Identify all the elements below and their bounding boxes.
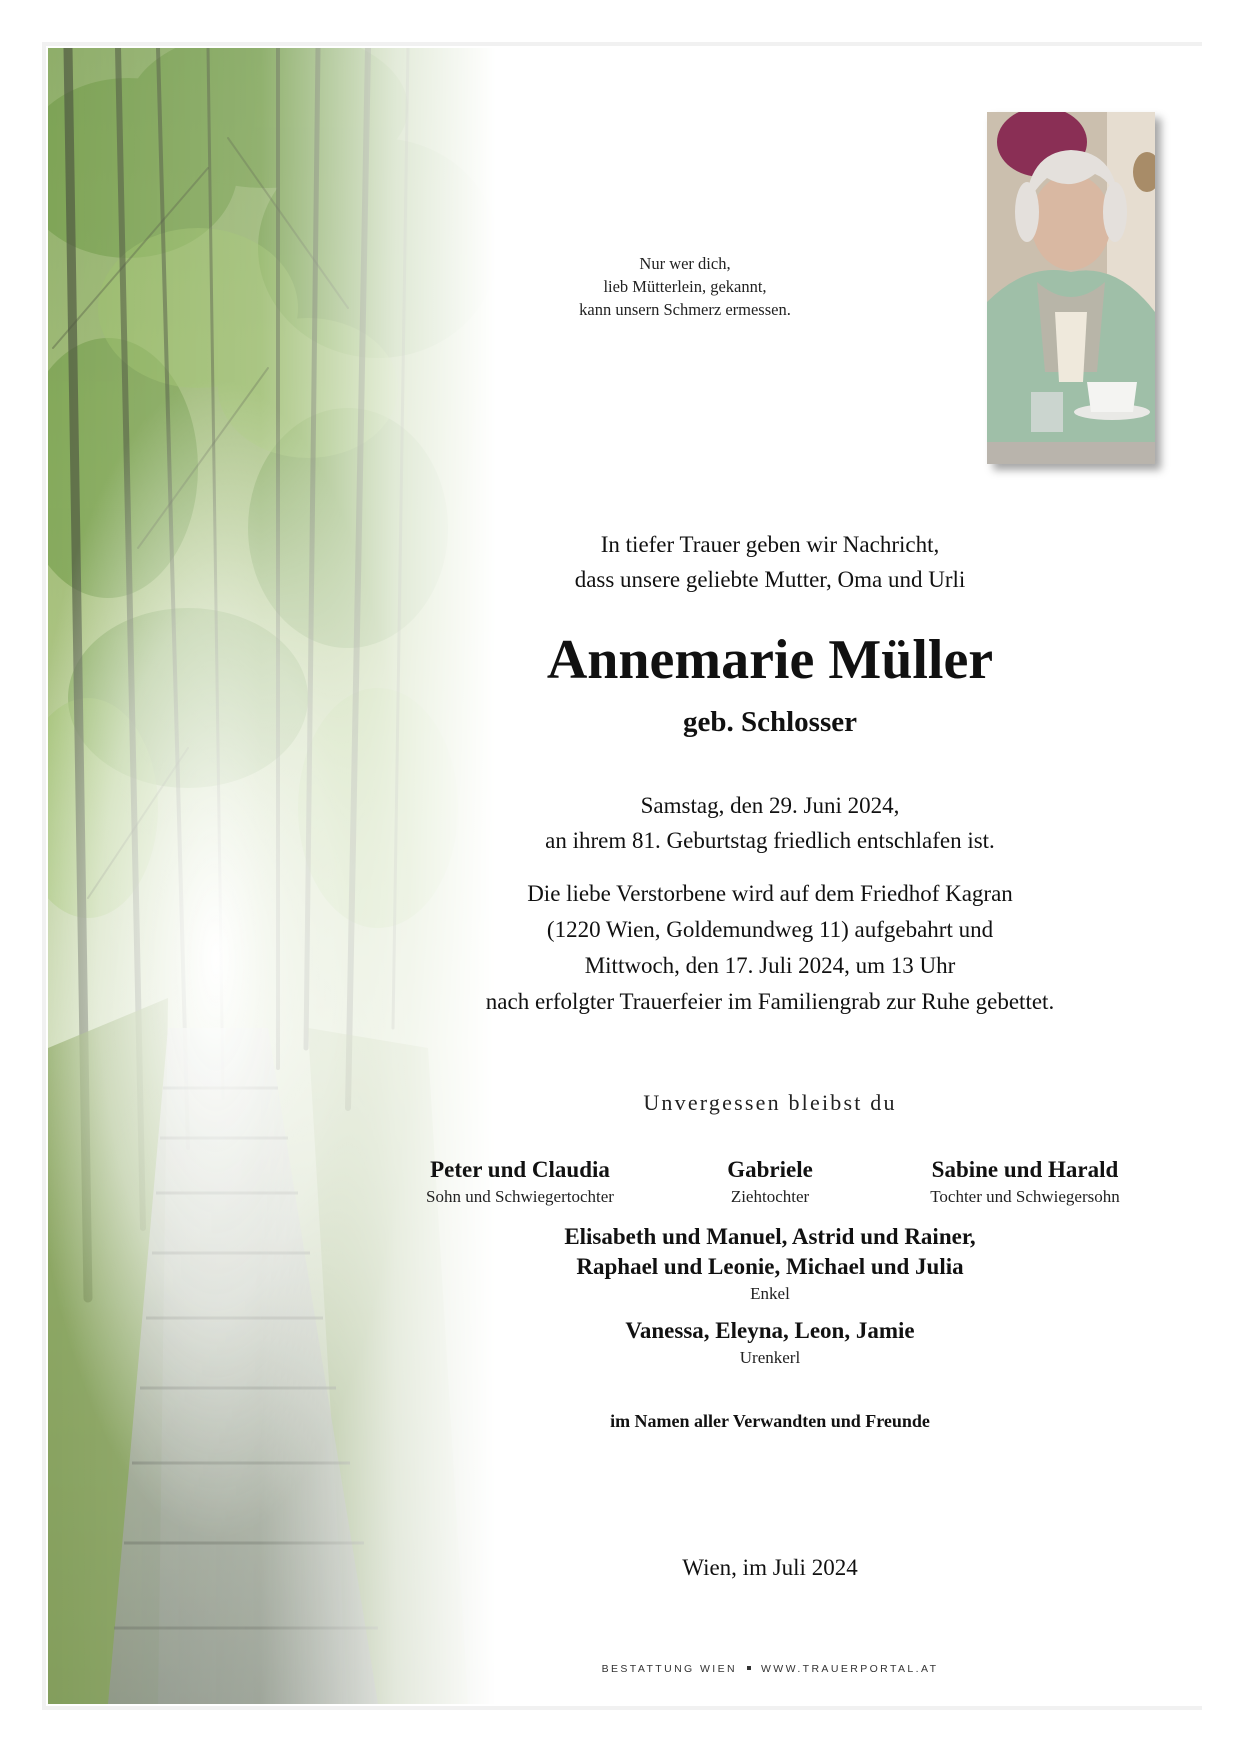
death-line: Samstag, den 29. Juni 2024, xyxy=(640,793,900,818)
mourner-names: Gabriele xyxy=(727,1157,813,1182)
mourner-group xyxy=(895,1155,1155,1209)
burial-details xyxy=(430,876,1110,1020)
death-notice xyxy=(430,788,1110,858)
portrait-photo xyxy=(987,112,1155,464)
quote-line: kann unsern Schmerz ermessen. xyxy=(579,300,791,319)
great-grandchildren-group xyxy=(430,1316,1110,1370)
mourner-group xyxy=(400,1155,640,1209)
grandchildren-group xyxy=(430,1222,1110,1306)
grandchildren-line: Raphael und Leonie, Michael und Julia xyxy=(576,1254,964,1279)
burial-line: nach erfolgter Trauerfeier im Familiengrab zur Ruhe gebettet. xyxy=(485,989,1055,1014)
deceased-name: Annemarie Müller xyxy=(546,629,994,691)
mourner-relation: Ziehtochter xyxy=(730,1187,810,1206)
quote-line: lieb Mütterlein, gekannt, xyxy=(603,277,767,296)
great-grandchildren-relation: Urenkerl xyxy=(739,1348,801,1367)
memorial-quote xyxy=(530,252,840,321)
burial-line: Die liebe Verstorbene wird auf dem Friedhof Kagran xyxy=(527,881,1013,906)
burial-line: (1220 Wien, Goldemundweg 11) aufgebahrt und xyxy=(546,917,994,942)
mourners-heading: Unvergessen bleibst du xyxy=(643,1090,897,1115)
place-date: Wien, im Juli 2024 xyxy=(682,1555,858,1580)
maiden-name: geb. Schlosser xyxy=(683,706,857,738)
intro-line: In tiefer Trauer geben wir Nachricht, xyxy=(600,532,940,557)
mourner-relation: Tochter und Schwiegersohn xyxy=(930,1187,1120,1206)
announcement-intro xyxy=(430,527,1110,597)
footer xyxy=(430,1663,1110,1675)
grandchildren-relation: Enkel xyxy=(750,1284,790,1303)
footer-company: BESTATTUNG WIEN xyxy=(601,1663,737,1675)
footer-website-link[interactable]: WWW.TRAUERPORTAL.AT xyxy=(760,1663,939,1675)
intro-line: dass unsere geliebte Mutter, Oma und Urli xyxy=(574,567,966,592)
separator-dot xyxy=(747,1666,751,1670)
great-grandchildren-names: Vanessa, Eleyna, Leon, Jamie xyxy=(625,1318,915,1343)
death-line: an ihrem 81. Geburtstag friedlich entschlafen ist. xyxy=(545,828,995,853)
on-behalf-line: im Namen aller Verwandten und Freunde xyxy=(610,1411,930,1431)
burial-line: Mittwoch, den 17. Juli 2024, um 13 Uhr xyxy=(584,953,956,978)
mourner-names: Sabine und Harald xyxy=(931,1157,1119,1182)
quote-line: Nur wer dich, xyxy=(639,254,731,273)
mourner-names: Peter und Claudia xyxy=(430,1157,610,1182)
mourner-relation: Sohn und Schwiegertochter xyxy=(426,1187,614,1206)
mourner-group xyxy=(680,1155,860,1209)
grandchildren-line: Elisabeth und Manuel, Astrid und Rainer, xyxy=(564,1224,976,1249)
